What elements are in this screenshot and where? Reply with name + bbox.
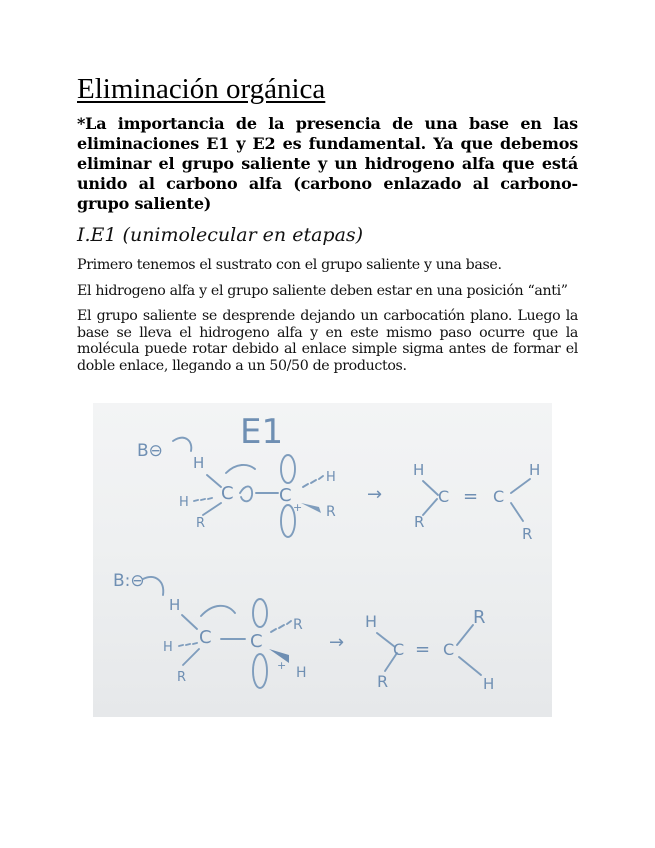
- bottom-p-orbital-upper: [253, 599, 267, 627]
- top-left-r-label: R: [196, 516, 206, 531]
- top-right-h-label: H: [326, 470, 336, 485]
- paragraph-1: Primero tenemos el sustrato con el grupo saliente y una base.: [77, 257, 502, 273]
- page-title: Eliminación orgánica: [77, 73, 326, 105]
- top-product-bond-h1: [423, 481, 438, 495]
- top-alpha-h-bond: [207, 475, 221, 487]
- top-curly-arrow: [240, 486, 252, 501]
- section-subheading: I.E1 (unimolecular en etapas): [77, 224, 364, 246]
- paragraph-2: El hidrogeno alfa y el grupo saliente deben estar en una posición “anti”: [77, 282, 568, 299]
- top-product-r2: R: [522, 525, 533, 543]
- bottom-product-c2: C: [443, 640, 455, 659]
- bottom-base-arrow: [143, 577, 163, 595]
- top-left-h-label: H: [179, 495, 189, 510]
- whiteboard-photo: [93, 403, 552, 717]
- top-left-r-bond: [203, 503, 221, 515]
- top-base-arrow: [173, 438, 191, 451]
- bottom-alpha-h-label: H: [169, 596, 181, 614]
- paragraph-3: El grupo saliente se desprende dejando un carbocatión plano. Luego la base se lleva el hidrogeno alfa y en este mismo paso ocurre que la molécula puede rotar debido al enlace simple sigma antes de formar el doble enlace, llegando a un 50/50 de productos.: [77, 308, 578, 374]
- top-product-r1: R: [414, 513, 425, 531]
- bottom-p-orbital-lower: [253, 654, 267, 688]
- bottom-product-r1: R: [377, 672, 389, 691]
- bottom-left-h-hash-bond: [179, 643, 197, 646]
- bottom-product-h1: H: [365, 612, 378, 631]
- top-reaction-arrow: →: [367, 484, 383, 505]
- bottom-product-c1: C: [393, 640, 405, 659]
- top-alpha-h-label: H: [193, 454, 205, 472]
- top-product-c1: C: [438, 487, 450, 506]
- top-p-orbital-upper: [281, 455, 295, 483]
- bottom-charge: +: [277, 659, 287, 672]
- document-body: [77, 72, 578, 383]
- whiteboard-heading: E1: [240, 412, 284, 452]
- lead-paragraph: *La importancia de la presencia de una base en las eliminaciones E1 y E2 es fundamental. Ya que debemos eliminar el grupo saliente y un hidrogeno alfa que está unido al carbono alfa (carbono enlazado al carbono-grupo saliente): [77, 114, 578, 213]
- top-right-r-label: R: [326, 504, 336, 520]
- top-left-h-hash-bond: [194, 498, 212, 501]
- top-curved-arrow: [226, 465, 255, 473]
- top-base-label: B⊖: [137, 441, 163, 461]
- top-right-r-wedge-bond: [301, 503, 321, 513]
- top-product-bond-h2: [511, 479, 530, 493]
- whiteboard-drawing: [93, 403, 552, 717]
- top-product-bond-r1: [423, 499, 437, 515]
- bottom-carbon-right: C: [250, 631, 263, 652]
- bottom-mechanism: [113, 571, 494, 693]
- top-product-h2: H: [529, 461, 541, 479]
- top-charge: +: [293, 501, 303, 514]
- top-carbon-left: C: [221, 483, 234, 504]
- bottom-product-bond-h2: [459, 657, 481, 675]
- top-product-h1: H: [413, 461, 425, 479]
- bottom-left-h-label: H: [163, 640, 173, 655]
- top-product-double-bond: =: [463, 486, 479, 507]
- top-right-h-hash-bond: [303, 476, 323, 487]
- bottom-alpha-h-bond: [182, 615, 197, 629]
- bottom-reaction-arrow: →: [329, 632, 345, 653]
- bottom-left-r-bond: [183, 649, 199, 665]
- bottom-right-r-hash-bond: [271, 621, 291, 632]
- bottom-right-h-label: H: [296, 665, 307, 681]
- bottom-base-label: B:⊖: [113, 571, 145, 591]
- bottom-left-r-label: R: [177, 670, 187, 685]
- top-mechanism: [137, 438, 540, 543]
- bottom-curved-arrow: [201, 606, 235, 616]
- top-product-bond-r2: [511, 503, 523, 521]
- bottom-product-r2: R: [473, 607, 486, 628]
- bottom-product-bond-r2: [457, 625, 473, 645]
- bottom-right-r-label: R: [293, 617, 303, 633]
- top-product-c2: C: [493, 487, 505, 506]
- bottom-product-double-bond: =: [415, 639, 431, 660]
- bottom-product-h2: H: [483, 675, 495, 693]
- top-carbon-right: C: [279, 485, 292, 506]
- bottom-carbon-left: C: [199, 627, 212, 648]
